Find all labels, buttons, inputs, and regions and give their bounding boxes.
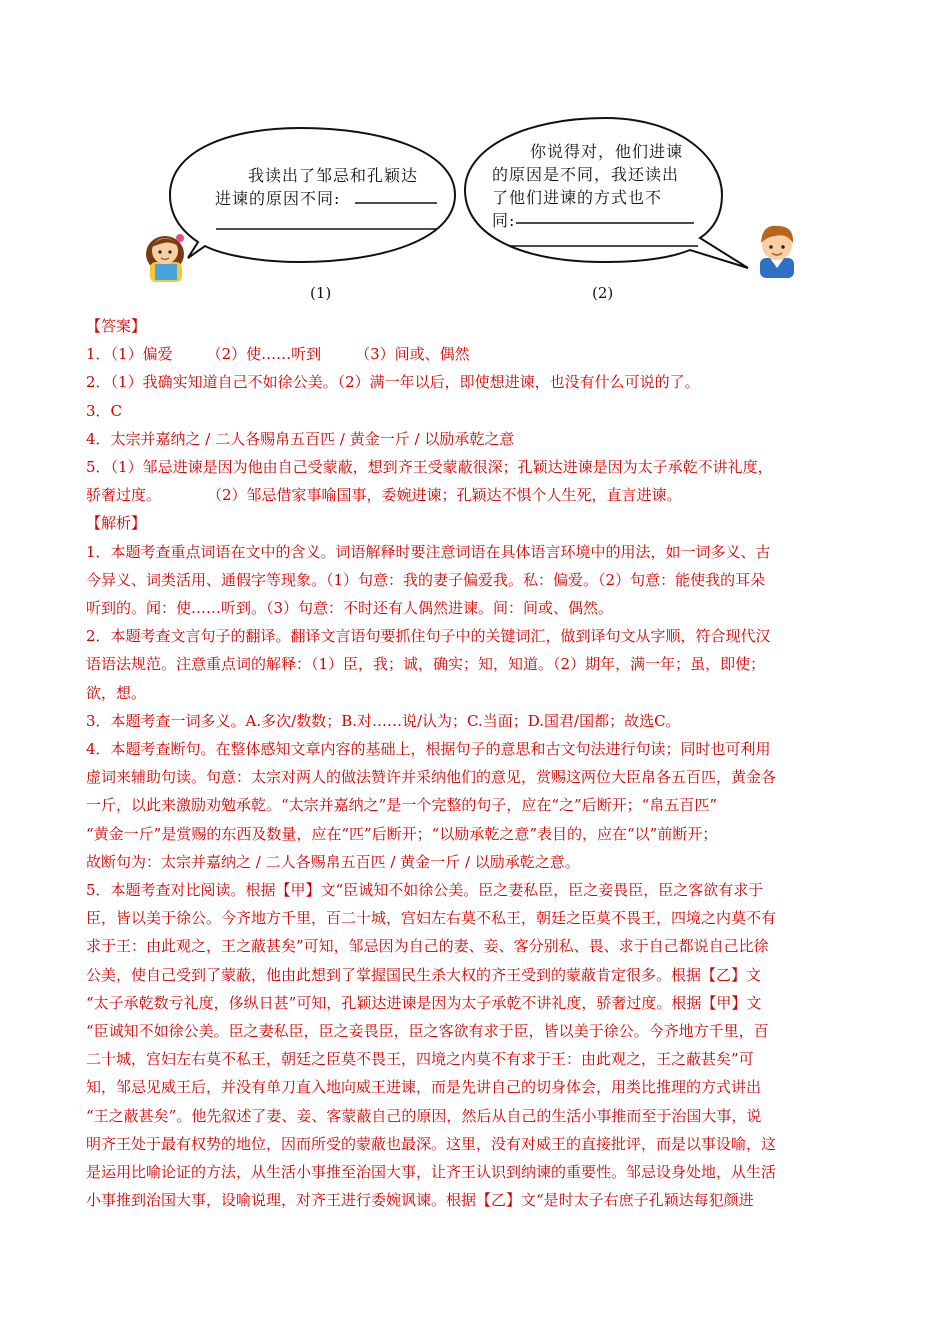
caption-1: (1) bbox=[310, 284, 332, 302]
speech-illustration bbox=[0, 0, 950, 310]
answer-q4: 4．太宗并嘉纳之 / 二人各赐帛五百匹 / 黄金一斤 / 以励承乾之意 bbox=[86, 429, 515, 448]
answer-section bbox=[86, 312, 861, 1215]
analysis-line: 2．本题考查文言句子的翻译。翻译文言语句要抓住句子中的关键词汇，做到译句文从字顺，符合现代汉 bbox=[86, 627, 771, 646]
boy-avatar-icon bbox=[760, 226, 794, 278]
analysis-line: 一斤，以此来激励劝勉承乾。“太宗并嘉纳之”是一个完整的句子，应在“之”后断开；“帛五百匹” bbox=[86, 796, 718, 815]
answer-q3: 3．C bbox=[86, 401, 123, 420]
answer-q1-b: （2）使……听到 bbox=[206, 345, 322, 364]
analysis-line: 求于王：由此观之，王之蔽甚矣”可知，邹忌因为自己的妻、妾、客分别私、畏、求于自己都说自己比徐 bbox=[86, 937, 769, 956]
analysis-line: “王之蔽甚矣”。他先叙述了妻、妾、客蒙蔽自己的原因，然后从自己的生活小事推而至于治国大事，说 bbox=[86, 1106, 762, 1125]
bubble-left-line-1: 我读出了邹忌和孔颖达 bbox=[248, 166, 419, 185]
analysis-line: “黄金一斤”是赏赐的东西及数量，应在“匹”后断开；“以励承乾之意”表目的，应在“以”前断开； bbox=[86, 824, 718, 843]
answer-q5-line1: 5．（1）邹忌进谏是因为他由自己受蒙蔽，想到齐王受蒙蔽很深；孔颖达进谏是因为太子承乾不讲礼度， bbox=[86, 458, 773, 477]
answer-q1-c: （3）间或、偶然 bbox=[355, 345, 470, 364]
analysis-line: “臣诚知不如徐公美。臣之妻私臣，臣之妾畏臣，臣之客欲有求于臣，皆以美于徐公。今齐地方千里，百 bbox=[86, 1022, 769, 1041]
analysis-line: 1．本题考查重点词语在文中的含义。词语解释时要注意词语在具体语言环境中的用法，如一词多义、古 bbox=[86, 542, 771, 561]
bubble-right-line-4: 同: bbox=[492, 211, 516, 230]
analysis-line: 听到的。闻：使……听到。（3）句意：不时还有人偶然进谏。间：间或、偶然。 bbox=[86, 599, 614, 618]
answer-q5-line2a: 骄奢过度。 bbox=[86, 486, 162, 505]
caption-2: (2) bbox=[592, 284, 614, 302]
analysis-line: 语语法规范。注意重点词的解释：（1）臣，我；诚，确实；知，知道。（2）期年，满一年；虽，即使； bbox=[86, 655, 766, 674]
analysis-line: 故断句为：太宗并嘉纳之 / 二人各赐帛五百匹 / 黄金一斤 / 以励承乾之意。 bbox=[86, 852, 580, 871]
girl-avatar-icon bbox=[146, 234, 184, 282]
analysis-line: 知，邹忌见威王后，并没有单刀直入地向威王进谏，而是先讲自己的切身体会，用类比推理的方式讲出 bbox=[86, 1078, 762, 1097]
analysis-line: 明齐王处于最有权势的地位，因而所受的蒙蔽也最深。这里，没有对威王的直接批评，而是以事设喻，这 bbox=[86, 1134, 777, 1153]
analysis-line: 虚词来辅助句读。句意：太宗对两人的做法赞许并采纳他们的意见，赏赐这两位大臣帛各五百匹，黄金各 bbox=[86, 768, 777, 787]
answer-q5-line2b: （2）邹忌借家事喻国事，委婉进谏；孔颖达不惧个人生死，直言进谏。 bbox=[207, 486, 682, 505]
answer-q1-a: （1）偏爱 bbox=[110, 345, 173, 364]
bubble-right-line-2: 的原因是不同，我还读出 bbox=[492, 165, 680, 184]
answer-q1 bbox=[86, 340, 861, 368]
bubble-left-line-2: 进谏的原因不同: bbox=[215, 189, 341, 208]
analysis-line: 小事推到治国大事，设喻说理，对齐王进行委婉讽谏。根据【乙】文“是时太子右庶子孔颖达每犯颜进 bbox=[86, 1191, 754, 1210]
analysis-line: 4．本题考查断句。在整体感知文章内容的基础上，根据句子的意思和古文句法进行句读；同时也可利用 bbox=[86, 740, 771, 759]
analysis-line: 今异义、词类活用、通假字等现象。（1）句意：我的妻子偏爱我。私：偏爱。（2）句意：能使我的耳朵 bbox=[86, 570, 766, 589]
analysis-line: 臣，皆以美于徐公。今齐地方千里，百二十城，宫妇左右莫不私王，朝廷之臣莫不畏王，四境之内莫不有 bbox=[86, 909, 777, 928]
analysis-line: 5．本题考查对比阅读。根据【甲】文“臣诚知不如徐公美。臣之妻私臣，臣之妾畏臣，臣之客欲有求于 bbox=[86, 881, 764, 900]
analysis-line: “太子承乾数亏礼度，侈纵日甚”可知，孔颖达进谏是因为太子承乾不讲礼度，骄奢过度。根据【甲】文 bbox=[86, 993, 762, 1012]
analysis-line: 是运用比喻论证的方法，从生活小事推至治国大事，让齐王认识到纳谏的重要性。邹忌设身处地，从生活 bbox=[86, 1163, 777, 1182]
answer-q1-num: 1． bbox=[86, 345, 111, 364]
analysis-line: 欲，想。 bbox=[86, 683, 147, 702]
analysis-line: 3．本题考查一词多义。A.多次/数数；B.对……说/认为；C.当面；D.国君/国都；故选C。 bbox=[86, 711, 681, 730]
answer-q2: 2．（1）我确实知道自己不如徐公美。（2）满一年以后，即使想进谏，也没有什么可说的了。 bbox=[86, 373, 700, 392]
bubble-right-line-1: 你说得对，他们进谏 bbox=[530, 142, 684, 161]
analysis-line: 公美，使自己受到了蒙蔽，他由此想到了掌握国民生杀大权的齐王受到的蒙蔽肯定很多。根据【乙】文 bbox=[86, 965, 762, 984]
analysis-line: 二十城，宫妇左右莫不私王，朝廷之臣莫不畏王，四境之内莫不有求于王：由此观之，王之蔽甚矣”可 bbox=[86, 1050, 754, 1069]
answer-heading: 【答案】 bbox=[86, 317, 147, 335]
bubble-right-line-3: 了他们进谏的方式也不 bbox=[492, 188, 663, 207]
analysis-heading: 【解析】 bbox=[86, 514, 147, 533]
answer-q5-line2 bbox=[86, 481, 861, 509]
